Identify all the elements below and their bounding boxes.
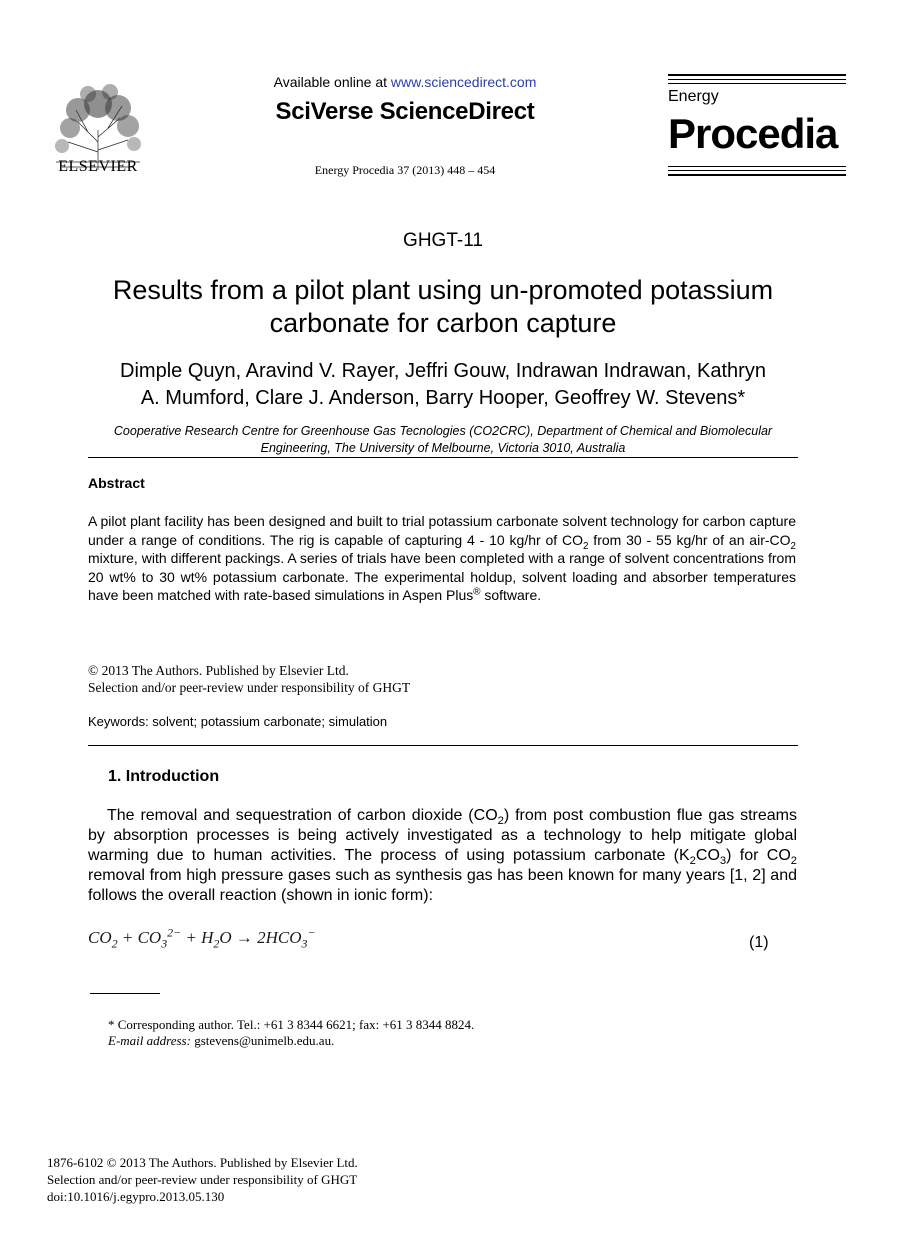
- publication-info: [47, 1154, 358, 1205]
- header-divider: [88, 457, 798, 458]
- copyright-notice: [88, 662, 410, 696]
- email-label: E-mail address:: [108, 1033, 191, 1048]
- conference-label: GHGT-11: [403, 230, 483, 251]
- introduction-heading: 1. Introduction: [108, 768, 220, 785]
- journal-name-small: Energy: [668, 88, 719, 105]
- sciverse-sciencedirect-logo: SciVerse ScienceDirect: [275, 98, 535, 125]
- affiliation: [80, 423, 806, 457]
- elsevier-wordmark: ELSEVIER: [58, 158, 138, 175]
- keywords: Keywords: solvent; potassium carbonate; simulation: [88, 714, 388, 729]
- email-footnote: [108, 1033, 334, 1049]
- affiliation-line-2: Engineering, The University of Melbourne, Victoria 3010, Australia: [260, 441, 626, 455]
- paper-title: [70, 274, 816, 340]
- journal-citation: Energy Procedia 37 (2013) 448 – 454: [314, 163, 496, 177]
- abstract-text: A pilot plant facility has been designed and built to trial potassium carbonate solvent technology for carbon capture under a range of conditions. The rig is capable of capturing 4 - 10 kg/hr of $CO_2$ from 30 - 55 kg/hr of an air-$CO_2$ mixture, with different packings. A series of trials have been completed with a range of solvent concentrations from 20 wt% to 30 wt% potassium carbonate. The experimental holdup, solvent loading and absorber temperatures have been matched with rate-based simulations in Aspen Plus® software.: [88, 513, 796, 603]
- journal-name-big: Procedia: [668, 110, 838, 157]
- abstract-divider: [88, 745, 798, 746]
- reaction-equation: $CO_2 + CO_3^{2-} + H_2O \to 2HCO_3^-$: [88, 925, 316, 951]
- introduction-paragraph: The removal and sequestration of carbon dioxide $(CO_2)$ from post combustion flue gas streams by absorption processes is being actively investigated as a technology to help mitigate global warming due to human activities. The process of using potassium carbonate $(K_2CO_3)$ for $CO_2$ removal from high pressure gases such as synthesis gas has been known for many years [1, 2] and follows the overall reaction (shown in ionic form):: [88, 807, 798, 904]
- corresponding-author-footnote: * Corresponding author. Tel.: +61 3 8344 6621; fax: +61 3 8344 8824.: [108, 1017, 475, 1032]
- sciencedirect-link[interactable]: www.sciencedirect.com: [390, 74, 537, 90]
- title-line-2: carbonate for carbon capture: [269, 308, 617, 338]
- abstract-heading: Abstract: [88, 475, 145, 491]
- doi-line[interactable]: doi:10.1016/j.egypro.2013.05.130: [47, 1189, 225, 1204]
- available-online-line: [230, 74, 580, 90]
- affiliation-line-1: Cooperative Research Centre for Greenhouse Gas Tecnologies (CO2CRC), Department of Chemical and Biomolecular: [113, 424, 773, 438]
- copyright-line-2: Selection and/or peer-review under responsibility of GHGT: [88, 680, 411, 695]
- available-prefix: Available online at: [273, 74, 391, 90]
- title-line-1: Results from a pilot plant using un-promoted potassium: [112, 275, 774, 305]
- equation-number: (1): [749, 934, 769, 951]
- footnote-divider: [90, 993, 160, 994]
- copyright-line-1: © 2013 The Authors. Published by Elsevier Ltd.: [88, 663, 349, 678]
- energy-procedia-logo: [668, 74, 846, 176]
- author-list: [70, 358, 816, 412]
- peer-review-line: Selection and/or peer-review under responsibility of GHGT: [47, 1172, 358, 1187]
- issn-line: 1876-6102 © 2013 The Authors. Published by Elsevier Ltd.: [47, 1155, 358, 1170]
- authors-line-1: Dimple Quyn, Aravind V. Rayer, Jeffri Gouw, Indrawan Indrawan, Kathryn: [120, 360, 766, 382]
- authors-line-2: A. Mumford, Clare J. Anderson, Barry Hooper, Geoffrey W. Stevens*: [140, 387, 746, 409]
- email-address[interactable]: gstevens@unimelb.edu.au.: [190, 1033, 335, 1048]
